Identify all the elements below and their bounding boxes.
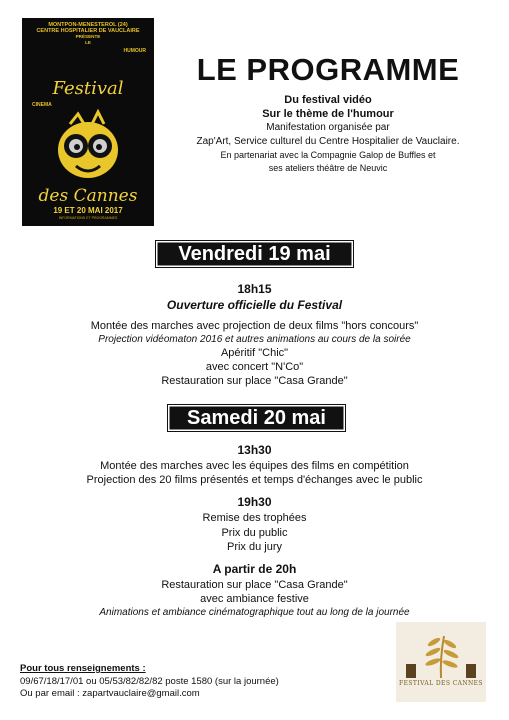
poster-dates: 19 ET 20 MAI 2017	[53, 206, 123, 215]
partner-line: ses ateliers théâtre de Neuvic	[268, 163, 388, 173]
event-line: Remise des trophées	[202, 512, 307, 524]
contact-email: Ou par email : zapartvauclaire@gmail.com	[20, 688, 200, 699]
event-line: Montée des marches avec les équipes des films en compétition	[100, 460, 409, 472]
event-line: Restauration sur place "Casa Grande"	[161, 375, 348, 387]
event-line: Apéritif "Chic"	[220, 347, 289, 359]
partner-line: En partenariat avec la Compagnie Galop de Buffles et	[220, 150, 436, 160]
event-line: Projection vidéomaton 2016 et autres animations au cours de la soirée	[98, 334, 411, 345]
mascot-face-icon	[48, 106, 128, 186]
poster-festival: Festival	[52, 78, 124, 99]
event-line: Montée des marches avec projection de deux films "hors concours"	[90, 320, 419, 332]
event-line: avec concert "N'Co"	[205, 361, 304, 373]
event-line: Animations et ambiance cinématographique tout au long de la journée	[99, 607, 410, 618]
poster-line: PRÉSENTE	[75, 34, 101, 39]
festival-poster-image	[22, 18, 154, 226]
poster-line: LE	[85, 40, 91, 45]
contact-phones: 09/67/18/17/01 ou 05/53/82/82/82 poste 1580 (sur la journée)	[20, 676, 279, 687]
event-line: Prix du jury	[226, 541, 283, 553]
festival-logo	[396, 622, 486, 702]
page-title: LE PROGRAMME	[196, 52, 460, 87]
palm-leaf-icon	[404, 628, 478, 680]
subtitle-line: Du festival vidéo	[284, 94, 372, 106]
time-label: 18h15	[237, 282, 272, 296]
organizer-line: Manifestation organisée par	[266, 122, 390, 133]
event-line: Prix du public	[221, 527, 288, 539]
logo-text: FESTIVAL DES CANNES	[399, 680, 483, 687]
event-line: avec ambiance festive	[200, 593, 309, 605]
event-line: Restauration sur place "Casa Grande"	[161, 579, 348, 591]
time-label: 13h30	[237, 443, 272, 457]
day-banner-friday: Vendredi 19 mai	[155, 240, 354, 268]
poster-des-cannes: des Cannes	[38, 186, 138, 206]
organizer-line: Zap'Art, Service culturel du Centre Hospitalier de Vauclaire.	[196, 136, 460, 147]
contact-heading: Pour tous renseignements :	[20, 663, 146, 674]
day-banner-saturday: Samedi 20 mai	[167, 404, 346, 432]
event-headline: Ouverture officielle du Festival	[166, 298, 343, 312]
poster-info: INFORMATIONS ET PROGRAMMES	[58, 216, 118, 220]
poster-cinema: CINEMA	[32, 102, 52, 108]
subtitle-line: Sur le thème de l'humour	[262, 108, 394, 120]
poster-line: MONTPON-MENESTEROL (24)	[48, 22, 128, 28]
time-label: 19h30	[237, 495, 272, 509]
poster-humour: HUMOUR	[123, 48, 146, 54]
time-label: A partir de 20h	[212, 562, 297, 576]
poster-line: CENTRE HOSPITALIER DE VAUCLAIRE	[36, 28, 140, 34]
event-line: Projection des 20 films présentés et temps d'échanges avec le public	[86, 474, 423, 486]
